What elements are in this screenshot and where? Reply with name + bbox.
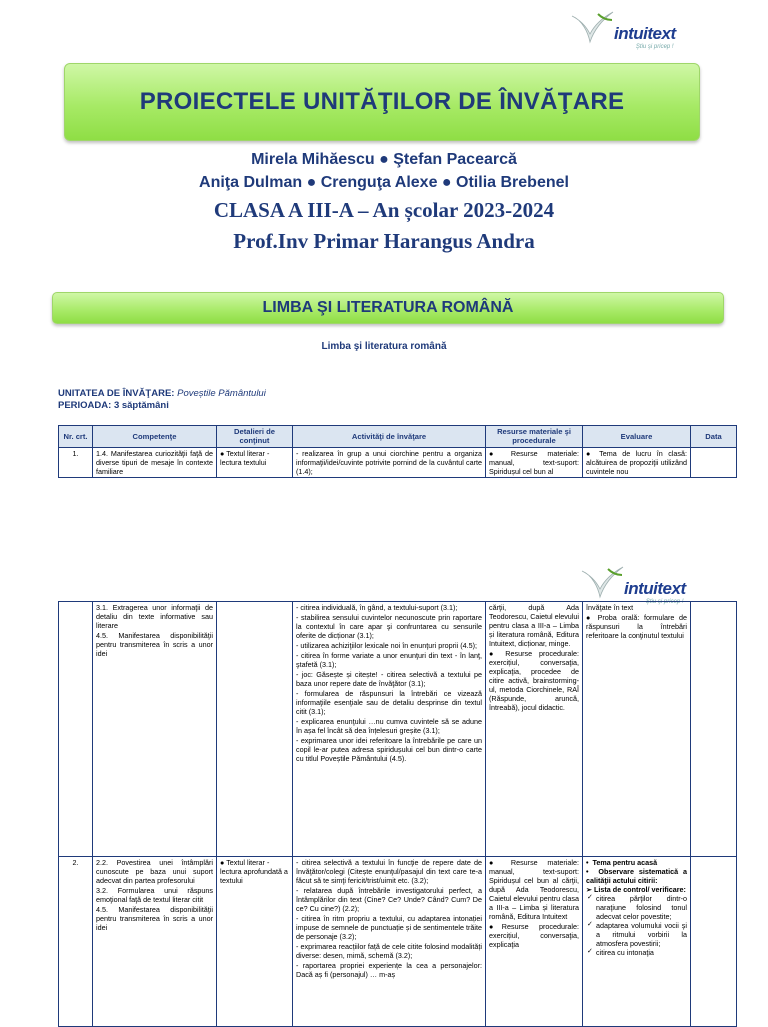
evaluation-homework: • Tema pentru acasă <box>586 858 658 867</box>
logo-tagline: Ştiu şi pricep ! <box>635 44 674 50</box>
authors-line-2: Aniţa Dulman ● Crenguţa Alexe ● Otilia Brebenel <box>199 174 569 191</box>
logo-tagline: Ştiu şi pricep ! <box>645 599 684 605</box>
evaluation-homework-text: Tema pentru acasă <box>592 858 658 867</box>
logo-wordmark: intuitext <box>614 24 676 43</box>
checklist-item: ✓ adaptarea volumului vocii şi a ritmului vorbirii la atmosfera povestirii; <box>596 921 687 948</box>
class-year-line: CLASA A III-A – An școlar 2023-2024 <box>213 198 555 222</box>
teacher-line: Prof.Inv Primar Harangus Andra <box>233 229 535 253</box>
activity-item: - relatarea după întrebările investigatorului perfect, a întâmplărilor din text (Cine? Ce? Unde? Când? Cum? De ce? Cu cine?) (2.2); <box>296 886 482 913</box>
cell-competente <box>93 857 217 1027</box>
logo-swoosh-icon <box>570 10 614 44</box>
activity-item: - citirea selectivă a textului în funcţie de repere date de învăţător/colegi (Citește enunţul/pasajul din text care te-a făcut să te simţi fericit/trist/uimit etc. (3.2); <box>296 858 482 885</box>
evaluation-checklist-head: ➢ Lista de control/ verificare: <box>586 885 686 894</box>
header-nr: Nr. crt. <box>59 426 93 448</box>
activity-item: - citirea individuală, în gând, a textului-suport (3.1); <box>296 603 458 612</box>
document-title: PROIECTELE UNITĂŢILOR DE ÎNVĂŢARE <box>139 88 625 115</box>
cell-continut: ● Textul literar - lectura aprofundată a textului <box>217 857 293 1027</box>
table-row <box>59 857 737 1027</box>
unit-name: Poveștile Pământului <box>177 388 266 399</box>
activity-item: - exprimarea unor idei referitoare la întrebările pe care un copil le-ar putea adresa spiridușului cel bun dintr-o carte cu titlul Poveștile Pământului (4.5). <box>296 736 482 763</box>
planning-table-top <box>58 425 737 478</box>
cell-resurse <box>486 602 583 857</box>
unit-label <box>58 388 266 399</box>
header-evaluare: Evaluare <box>583 426 691 448</box>
cell-nr: 1. <box>59 447 93 477</box>
activity-item: - citirea în forme variate a unor enunţuri din text - în lanţ, ştafetă (3.1); <box>296 651 482 669</box>
activity-item: - exprimarea reacțiilor față de cele citite folosind modalități diverse: desen, mimă, schemă (3.2); <box>296 942 482 960</box>
cell-data <box>691 447 737 477</box>
logo-swoosh-icon <box>580 565 624 599</box>
resource-item: ●Resurse procedurale: exercițiul, conversaţia, explicaţia <box>489 922 579 949</box>
cell-nr <box>59 602 93 857</box>
title-banner <box>64 63 700 141</box>
cell-activitati: - realizarea în grup a unui ciorchine pentru a organiza informaţii/idei/cuvinte potrivite pornind de la cuvântul carte (1.4); <box>293 447 486 477</box>
evaluation-checklist-text: Lista de control/ verificare: <box>594 885 686 894</box>
planning-table-continued <box>58 601 737 1027</box>
evaluation-item: învăţate în text <box>586 603 634 612</box>
cell-activitati <box>293 857 486 1027</box>
subject-banner <box>52 292 724 324</box>
evaluation-item: ● Proba orală: formulare de răspunsuri la întrebări referitoare la conţinutul textului <box>586 613 687 640</box>
header-data: Data <box>691 426 737 448</box>
resource-item: ● Resurse materiale: manual, text-suport: Spiridușul cel bun al cărţii, după Ada Teodorescu, Caietul elevului pentru clasa a III-a – Limba și literatura română, Editura Intuitext <box>489 858 579 921</box>
evaluation-observation: • Observare sistematică a calităţii actului citirii: <box>586 867 687 885</box>
activity-item: - stabilirea sensului cuvintelor necunoscute prin raportare la contextul în care apar şi confruntarea cu sensurile oferite de dicționar (3.1); <box>296 613 482 640</box>
period-label: PERIOADA: 3 săptămâni <box>58 400 169 411</box>
checklist-item: ✓ citirea părţilor dintr-o naraţiune folosind tonul adecvat celor povestite; <box>596 894 687 921</box>
subject-title: LIMBA ŞI LITERATURA ROMÂNĂ <box>262 299 514 316</box>
header-competente: Competenţe <box>93 426 217 448</box>
cell-data <box>691 602 737 857</box>
cell-data <box>691 857 737 1027</box>
activity-item: - explicarea enunţului …nu cumva cuvintele să se adune în așa fel încât să dea înțelesuri greșite (3.1); <box>296 717 482 735</box>
cell-continut <box>217 602 293 857</box>
logo-wordmark: intuitext <box>624 579 686 598</box>
competenta-3-1: 3.1. Extragerea unor informaţii de detaliu din texte informative sau literare <box>96 603 213 630</box>
cell-continut: ● Textul literar - lectura textului <box>217 447 293 477</box>
resource-item: cărţii, după Ada Teodorescu, Caietul elevului pentru clasa a III-a – Limba și literatura română, Editura Intuitext, dicționar, minge. <box>489 603 579 648</box>
competenta-3-2: 3.2. Formularea unui răspuns emoţional faţă de textul literar citit <box>96 886 213 904</box>
cell-resurse: ● Resurse materiale: manual, text-suport: Spiridușul cel bun al <box>486 447 583 477</box>
cell-nr: 2. <box>59 857 93 1027</box>
evaluation-checklist <box>586 894 687 957</box>
activity-item: - raportarea propriei experiențe la cea a personajelor: Dacă aș fi (personajul) … m-aș <box>296 961 482 979</box>
header-continut: Detalieri de conţinut <box>217 426 293 448</box>
cell-evaluare <box>583 602 691 857</box>
cell-competente <box>93 602 217 857</box>
cell-evaluare: ● Tema de lucru în clasă: alcătuirea de propoziţii utilizând cuvintele nou <box>583 447 691 477</box>
authors-line-1: Mirela Mihăescu ● Ştefan Pacearcă <box>251 151 517 168</box>
checklist-item: ✓ citirea cu intonaţia <box>596 948 687 957</box>
unit-label-text: UNITATEA DE ÎNVĂŢARE: <box>58 388 175 399</box>
activity-item: - utilizarea achiziţiilor lexicale noi în enunţuri proprii (4.5); <box>296 641 477 650</box>
table-row <box>59 447 737 477</box>
resource-item: ● Resurse procedurale: exercițiul, conversaţia, explicaţia, procedee de citire activă, brainstorming-ul, metoda Ciorchinele, RAÎ (Răspunde, aruncă, întreabă), jocul didactic. <box>489 649 579 712</box>
cell-evaluare <box>583 857 691 1027</box>
competenta-4-5: 4.5. Manifestarea disponibilităţii pentru transmiterea în scris a unor idei <box>96 631 213 658</box>
evaluation-observation-text: Observare sistematică a calităţii actului citirii: <box>586 867 687 885</box>
activity-item: - joc: Găsește și citește! - citirea selectivă a textului pe baza unor repere date de învăţător (3.1); <box>296 670 482 688</box>
subject-subtitle: Limba şi literatura română <box>321 341 447 352</box>
intuitext-logo-page2 <box>580 565 686 605</box>
header-activitati: Activităţi de învăţare <box>293 426 486 448</box>
table-row <box>59 602 737 857</box>
cell-activitati <box>293 602 486 857</box>
intuitext-logo <box>570 10 676 50</box>
competenta-2-2: 2.2. Povestirea unei întâmplări cunoscute pe baza unui suport adecvat din partea profesorului <box>96 858 213 885</box>
competenta-4-5: 4.5. Manifestarea disponibilităţii pentru transmiterea în scris a unor idei <box>96 905 213 932</box>
activity-item: - citirea în ritm propriu a textului, cu adaptarea intonației impuse de semnele de punctuație și de sentimentele trăite de personaje (3.2); <box>296 914 482 941</box>
header-resurse: Resurse materiale şi procedurale <box>486 426 583 448</box>
cell-resurse <box>486 857 583 1027</box>
cell-competente: 1.4. Manifestarea curiozităţii faţă de diverse tipuri de mesaje în contexte familiare <box>93 447 217 477</box>
activity-item: - formularea de răspunsuri la întrebări ce vizează informaţiile esenţiale sau de detaliu desprinse din textul citit (3.1); <box>296 689 482 716</box>
table-header-row <box>59 426 737 448</box>
